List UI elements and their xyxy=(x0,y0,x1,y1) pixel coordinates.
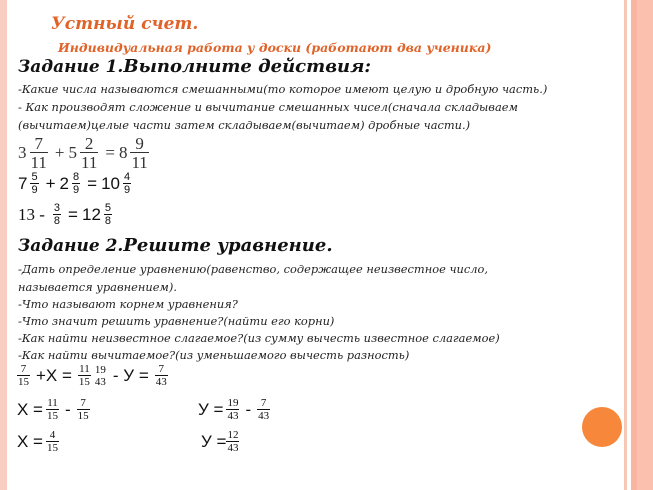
lhs: У = xyxy=(198,400,224,419)
task2-heading-text: Решите уравнение. xyxy=(123,235,333,256)
decorative-orange-circle xyxy=(582,407,622,447)
task2-question-2: -Что называют корнем уравнения? xyxy=(18,297,238,311)
task2-heading-prefix: Задание 2. xyxy=(18,236,124,256)
fraction-3: $\frac{4}{9}$ xyxy=(123,171,131,196)
minus-y: - У = xyxy=(112,366,149,385)
fraction-2: $\frac{8}{9}$ xyxy=(73,171,80,196)
fraction: $\frac{7}{15}$ xyxy=(18,363,29,388)
plus-x: +X = xyxy=(36,366,72,385)
fraction-1: $\frac{7}{11}$ xyxy=(30,134,47,172)
fraction: 19 43 xyxy=(94,363,106,388)
whole-3: 8 xyxy=(118,143,128,162)
whole-2: 5 xyxy=(68,143,77,162)
whole-3: 10 xyxy=(101,174,120,193)
operator: + xyxy=(54,143,65,162)
fraction: $\frac{19}{43}$ xyxy=(227,397,239,422)
whole-1: 7 xyxy=(18,174,28,193)
fraction: $\frac{7}{43}$ xyxy=(258,397,270,422)
task2-question-5: -Как найти вычитаемое?(из уменьшаемого вычесть разность) xyxy=(18,348,410,362)
fraction-2: $\frac{2}{11}$ xyxy=(80,134,98,172)
operator: - xyxy=(245,400,252,419)
fraction: $\frac{11}{15}$ xyxy=(78,363,90,388)
task1-heading-prefix: Задание 1. xyxy=(18,57,124,77)
task2-question-1: -Дать определение уравнению(равенство, содержащее неизвестное число, xyxy=(18,262,488,276)
fraction: $\frac{4}{15}$ xyxy=(47,429,58,454)
lhs: X = xyxy=(17,432,43,451)
x-step-1 xyxy=(17,398,93,422)
example-2 xyxy=(18,172,134,196)
fraction-2: $\frac{3}{8}$ xyxy=(53,202,61,227)
x-result xyxy=(17,430,62,454)
slide-right-line xyxy=(624,0,627,490)
fraction: $\frac{11}{15}$ xyxy=(47,397,58,422)
equals: = xyxy=(87,174,98,193)
fraction-3: $\frac{9}{11}$ xyxy=(131,134,148,172)
task2-question-4: -Как найти неизвестное слагаемое?(из сумму вычесть известное слагаемое) xyxy=(18,331,500,345)
task2-question-3: -Что значит решить уравнение?(найти его корни) xyxy=(18,314,335,328)
fraction-1: $\frac{5}{9}$ xyxy=(31,171,38,196)
fraction: $\frac{7}{43}$ xyxy=(155,363,167,388)
operator: + xyxy=(45,174,56,193)
slide-subtitle: Индивидуальная работа у доски (работают два ученика) xyxy=(58,40,492,55)
task1-heading-text: Выполните действия: xyxy=(123,56,372,77)
y-result xyxy=(201,430,242,454)
equals: = xyxy=(105,143,115,162)
whole-1: 3 xyxy=(18,143,27,162)
example-1 xyxy=(18,135,152,171)
slide-right-band-outer xyxy=(637,0,653,490)
task2-heading xyxy=(18,235,333,256)
slide-title: Устный счет. xyxy=(51,14,199,34)
whole-2: 2 xyxy=(59,174,69,193)
fraction: $\frac{12}{43}$ xyxy=(227,429,239,454)
equation-line xyxy=(17,364,171,388)
operator: - xyxy=(65,400,71,419)
fraction: $\frac{7}{15}$ xyxy=(77,397,89,422)
task2-question-1-cont: называется уравнением). xyxy=(18,280,177,294)
whole-3: 12 xyxy=(81,205,101,224)
task1-question-2: - Как производят сложение и вычитание смешанных чисел(сначала складываем xyxy=(18,100,518,114)
task1-heading xyxy=(18,56,371,77)
lhs: У = xyxy=(201,432,227,451)
equals: = xyxy=(68,205,78,224)
task1-question-1: -Какие числа называются смешанными(то которое имеют целую и дробную часть.) xyxy=(18,82,548,96)
lhs: X = xyxy=(17,400,43,419)
fraction-3: $\frac{5}{8}$ xyxy=(104,202,112,227)
example-3 xyxy=(18,203,115,227)
whole-1: 13 - xyxy=(18,205,45,224)
task1-question-3: (вычитаем)целые части затем складываем(вычитаем) дробные части.) xyxy=(18,118,471,132)
y-step-1 xyxy=(198,398,273,422)
slide-left-border xyxy=(0,0,7,490)
